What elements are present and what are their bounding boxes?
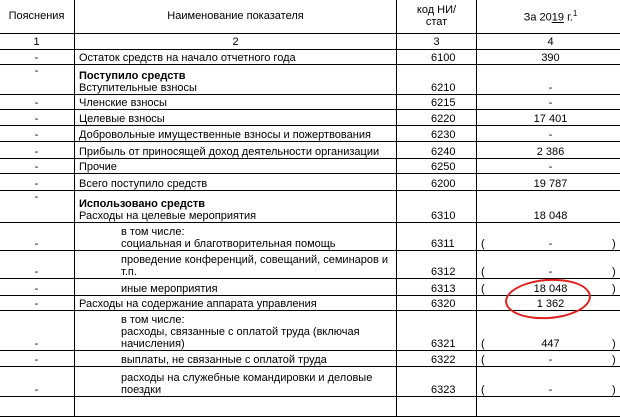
row-name-text: Расходы на целевые мероприятия [79, 210, 392, 222]
row-code: 6321 [397, 311, 477, 351]
row-name [75, 223, 397, 251]
row-note: - [0, 142, 75, 159]
table-row [0, 251, 620, 279]
close-paren: ) [612, 338, 620, 350]
row-note: - [0, 351, 75, 367]
close-paren: ) [612, 238, 620, 250]
header-year-century: 20 [540, 12, 552, 24]
row-value: 17 401 [477, 110, 620, 126]
row-value [477, 65, 620, 95]
row-name: выплаты, не связанные с оплатой труда [75, 351, 397, 367]
row-name-text: т.п. [121, 266, 392, 278]
row-value [477, 311, 620, 351]
row-value [477, 251, 620, 279]
row-note-text: - [3, 191, 70, 203]
close-paren: ) [612, 283, 620, 295]
table-row [0, 95, 620, 110]
header-code-line1: код НИ/ [401, 4, 472, 16]
header-year-digits: 19 [552, 12, 564, 24]
close-paren: ) [612, 354, 620, 366]
row-code [397, 397, 477, 417]
open-paren: ( [481, 266, 489, 278]
row-note [0, 191, 75, 223]
row-code: 6322 [397, 351, 477, 367]
colnum-1: 1 [0, 34, 75, 50]
open-paren: ( [481, 354, 489, 366]
table-row [0, 311, 620, 351]
table-row [0, 397, 620, 417]
row-code: 6313 [397, 279, 477, 296]
row-note-text: - [3, 65, 70, 77]
row-note: - [0, 223, 75, 251]
row-note: - [0, 50, 75, 65]
row-code: 6320 [397, 296, 477, 311]
row-note: - [0, 110, 75, 126]
row-code-text: 6210 [431, 82, 472, 94]
row-value [477, 351, 620, 367]
row-code: 6100 [397, 50, 477, 65]
open-paren: ( [481, 338, 489, 350]
header-footnote: 1 [573, 9, 577, 18]
row-value-text: 18 048 [481, 210, 620, 222]
header-indicator-name: Наименование показателя [75, 0, 397, 34]
table-row [0, 126, 620, 142]
row-value: - [477, 126, 620, 142]
table-row [0, 142, 620, 159]
row-value [477, 223, 620, 251]
open-paren: ( [481, 238, 489, 250]
row-value: 390 [477, 50, 620, 65]
row-value-text: - [489, 384, 612, 396]
table-row [0, 174, 620, 191]
row-note: - [0, 159, 75, 174]
row-note: - [0, 251, 75, 279]
row-code: 6215 [397, 95, 477, 110]
row-value: 2 386 [477, 142, 620, 159]
row-name: Членские взносы [75, 95, 397, 110]
row-value-text-highlighted: 18 048 [489, 283, 612, 295]
row-value [477, 191, 620, 223]
row-name: Добровольные имущественные взносы и пожертвования [75, 126, 397, 142]
row-value: - [477, 159, 620, 174]
row-value [477, 397, 620, 417]
header-period [477, 0, 620, 34]
table-row [0, 159, 620, 174]
row-name-text: в том числе: [121, 226, 392, 238]
row-value-text: - [489, 266, 612, 278]
row-code: 6323 [397, 367, 477, 397]
row-name-text: в том числе: [121, 314, 392, 326]
header-period-suffix: г. [564, 12, 573, 24]
section-heading: Поступило средств [79, 70, 392, 82]
header-notes: Пояснения [0, 0, 75, 34]
row-note: - [0, 126, 75, 142]
row-code [397, 191, 477, 223]
row-code: 6220 [397, 110, 477, 126]
row-value: - [477, 95, 620, 110]
header-period-prefix: За [524, 12, 540, 24]
row-name: Целевые взносы [75, 110, 397, 126]
row-name-text: проведение конференций, совещаний, семинаров и [121, 254, 392, 266]
header-code-line2: стат [401, 16, 472, 28]
colnum-2: 2 [75, 34, 397, 50]
open-paren: ( [481, 283, 489, 295]
row-code: 6311 [397, 223, 477, 251]
row-value-text: - [489, 238, 612, 250]
section-heading: Использовано средств [79, 198, 392, 210]
row-code: 6230 [397, 126, 477, 142]
row-value [477, 367, 620, 397]
row-code: 6200 [397, 174, 477, 191]
row-code: 6250 [397, 159, 477, 174]
row-name: Прочие [75, 159, 397, 174]
row-value: 1 362 [477, 296, 620, 311]
row-name: Всего поступило средств [75, 174, 397, 191]
row-note: - [0, 95, 75, 110]
table-row [0, 223, 620, 251]
table-row [0, 50, 620, 65]
table-row [0, 296, 620, 311]
close-paren: ) [612, 384, 620, 396]
row-note: - [0, 311, 75, 351]
close-paren: ) [612, 266, 620, 278]
row-name [75, 65, 397, 95]
row-note: - [0, 279, 75, 296]
row-code: 6240 [397, 142, 477, 159]
row-name [75, 251, 397, 279]
table-row [0, 110, 620, 126]
row-code: 6312 [397, 251, 477, 279]
row-name-text: социальная и благотворительная помощь [121, 238, 392, 250]
open-paren: ( [481, 384, 489, 396]
row-note [0, 397, 75, 417]
row-name: Остаток средств на начало отчетного года [75, 50, 397, 65]
row-note: - [0, 174, 75, 191]
colnum-4: 4 [477, 34, 620, 50]
row-code-text: 6310 [431, 210, 472, 222]
row-name-text: поездки [121, 384, 392, 396]
row-name [75, 397, 397, 417]
row-value-text: - [481, 82, 620, 94]
row-value: 19 787 [477, 174, 620, 191]
row-name: Расходы на содержание аппарата управления [75, 296, 397, 311]
row-name-text: Вступительные взносы [79, 82, 392, 94]
row-name: Прибыль от приносящей доход деятельности организации [75, 142, 397, 159]
row-name [75, 191, 397, 223]
row-name [75, 311, 397, 351]
colnum-3: 3 [397, 34, 477, 50]
row-note: - [0, 367, 75, 397]
table-row [0, 367, 620, 397]
row-name-text: расходы, связанные с оплатой труда (включая [121, 326, 392, 338]
row-note: - [0, 296, 75, 311]
header-code [397, 0, 477, 34]
row-name-text: расходы на служебные командировки и деловые [121, 372, 392, 384]
row-value-text: 447 [489, 338, 612, 350]
table-row [0, 279, 620, 296]
row-code [397, 65, 477, 95]
row-name-text: начисления) [121, 338, 392, 350]
row-note [0, 65, 75, 95]
row-value [477, 279, 620, 296]
table-row [0, 351, 620, 367]
row-value-text: - [489, 354, 612, 366]
row-name: иные мероприятия [75, 279, 397, 296]
row-name [75, 367, 397, 397]
table-row [0, 65, 620, 95]
table-row [0, 191, 620, 223]
